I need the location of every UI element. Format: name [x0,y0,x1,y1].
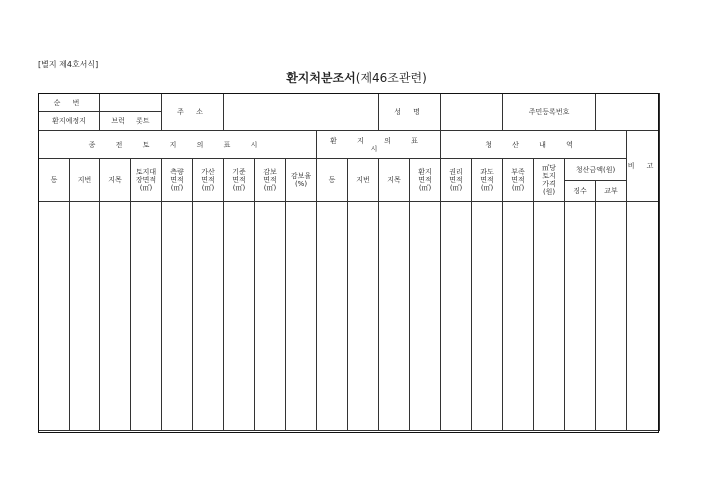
col-replot-area-unit: (㎡) [418,184,432,192]
col-reduction-rate-l1: 감보율 [290,172,312,180]
section-before: 종 전 토 지 의 표 시 [39,131,317,159]
col-add-area-l1: 가산 [201,168,215,176]
block-label: 브럭 [111,117,125,125]
body-cell[interactable] [317,202,348,431]
col-amount: 청산금액(원) [565,159,627,181]
col-survey-area-unit: (㎡) [170,184,184,192]
body-cell[interactable] [100,202,131,431]
col-unit-price-l1: ㎡당 [542,164,556,172]
col-excess-area-l2: 면적 [480,176,494,184]
col-right-area-l2: 면적 [449,176,463,184]
col-pay: 교부 [596,181,627,202]
col-replot-area-l1: 환지 [418,168,432,176]
disposition-table [38,93,660,431]
col-right-area [441,159,472,202]
body-cell[interactable] [39,202,70,431]
body-cell[interactable] [534,202,565,431]
col-shortage-area-l2: 면적 [511,176,525,184]
body-cell[interactable] [627,202,660,431]
name-value[interactable] [441,94,503,131]
title-main: 환지처분조서 [286,71,356,85]
col-reduction-rate-unit: (%) [294,180,308,188]
body-cell[interactable] [348,202,379,431]
col-jimok: 지목 [100,159,131,202]
col-reduction-area-l2: 면적 [263,176,277,184]
col-unit-price-l3: 가격 [542,180,556,188]
title-sub: (제46조관련) [355,71,427,85]
remarks-header: 비 고 [627,131,660,202]
section-after: 환 지 의 표 시 [317,131,441,159]
col-add-area-l2: 면적 [201,176,215,184]
col-base-area [131,159,162,202]
col-shortage-area [503,159,534,202]
seq-value[interactable] [100,94,162,112]
col-base-area-l2: 장면적 [135,176,157,184]
body-cell[interactable] [379,202,410,431]
col-right-area-unit: (㎡) [449,184,463,192]
body-cell[interactable] [255,202,286,431]
body-cell[interactable] [472,202,503,431]
col-survey-area-l2: 면적 [170,176,184,184]
lot-label: 롯트 [136,117,150,125]
col-dong-after: 동 [317,159,348,202]
body-cell[interactable] [565,202,596,431]
form-number-label: [별지 제4호서식] [38,60,99,69]
col-right-area-l1: 권리 [449,168,463,176]
col-shortage-area-l1: 부족 [511,168,525,176]
col-standard-area-unit: (㎡) [232,184,246,192]
col-collect: 징수 [565,181,596,202]
col-jimok-after: 지목 [379,159,410,202]
col-survey-area-l1: 측량 [170,168,184,176]
body-cell[interactable] [286,202,317,431]
resident-value[interactable] [596,94,660,131]
address-value[interactable] [224,94,379,131]
section-settlement: 청 산 내 역 [441,131,627,159]
col-jibeon: 지번 [70,159,100,202]
col-reduction-area [255,159,286,202]
body-cell[interactable] [503,202,534,431]
body-cell[interactable] [70,202,100,431]
address-label: 주 소 [162,94,224,131]
col-dong: 동 [39,159,70,202]
col-reduction-area-unit: (㎡) [263,184,277,192]
col-excess-area-l1: 과도 [480,168,494,176]
resident-label: 주민등록번호 [503,94,596,131]
col-excess-area [472,159,503,202]
body-cell[interactable] [410,202,441,431]
col-unit-price-l2: 토지 [542,172,556,180]
body-cell[interactable] [441,202,472,431]
col-survey-area [162,159,193,202]
col-reduction-rate [286,159,317,202]
block-lot[interactable] [100,112,162,131]
body-cell[interactable] [596,202,627,431]
body-cell[interactable] [162,202,193,431]
name-label: 성 명 [379,94,441,131]
col-jibeon-after: 지번 [348,159,379,202]
table-body-row [39,202,660,431]
col-replot-area-l2: 면적 [418,176,432,184]
col-standard-area-l1: 기준 [232,168,246,176]
col-reduction-area-l1: 감보 [263,168,277,176]
col-standard-area-l2: 면적 [232,176,246,184]
col-replot-area [410,159,441,202]
col-add-area [193,159,224,202]
col-base-area-unit: (㎡) [139,184,153,192]
col-unit-price [534,159,565,202]
col-add-area-unit: (㎡) [201,184,215,192]
seq-label: 순 번 [39,94,100,112]
col-standard-area [224,159,255,202]
page-title [0,69,713,86]
col-unit-price-unit: (원) [542,188,556,196]
col-excess-area-unit: (㎡) [480,184,494,192]
col-shortage-area-unit: (㎡) [511,184,525,192]
planned-label: 환지예정지 [39,112,100,131]
body-cell[interactable] [131,202,162,431]
body-cell[interactable] [193,202,224,431]
col-base-area-l1: 토지대 [135,168,157,176]
body-cell[interactable] [224,202,255,431]
